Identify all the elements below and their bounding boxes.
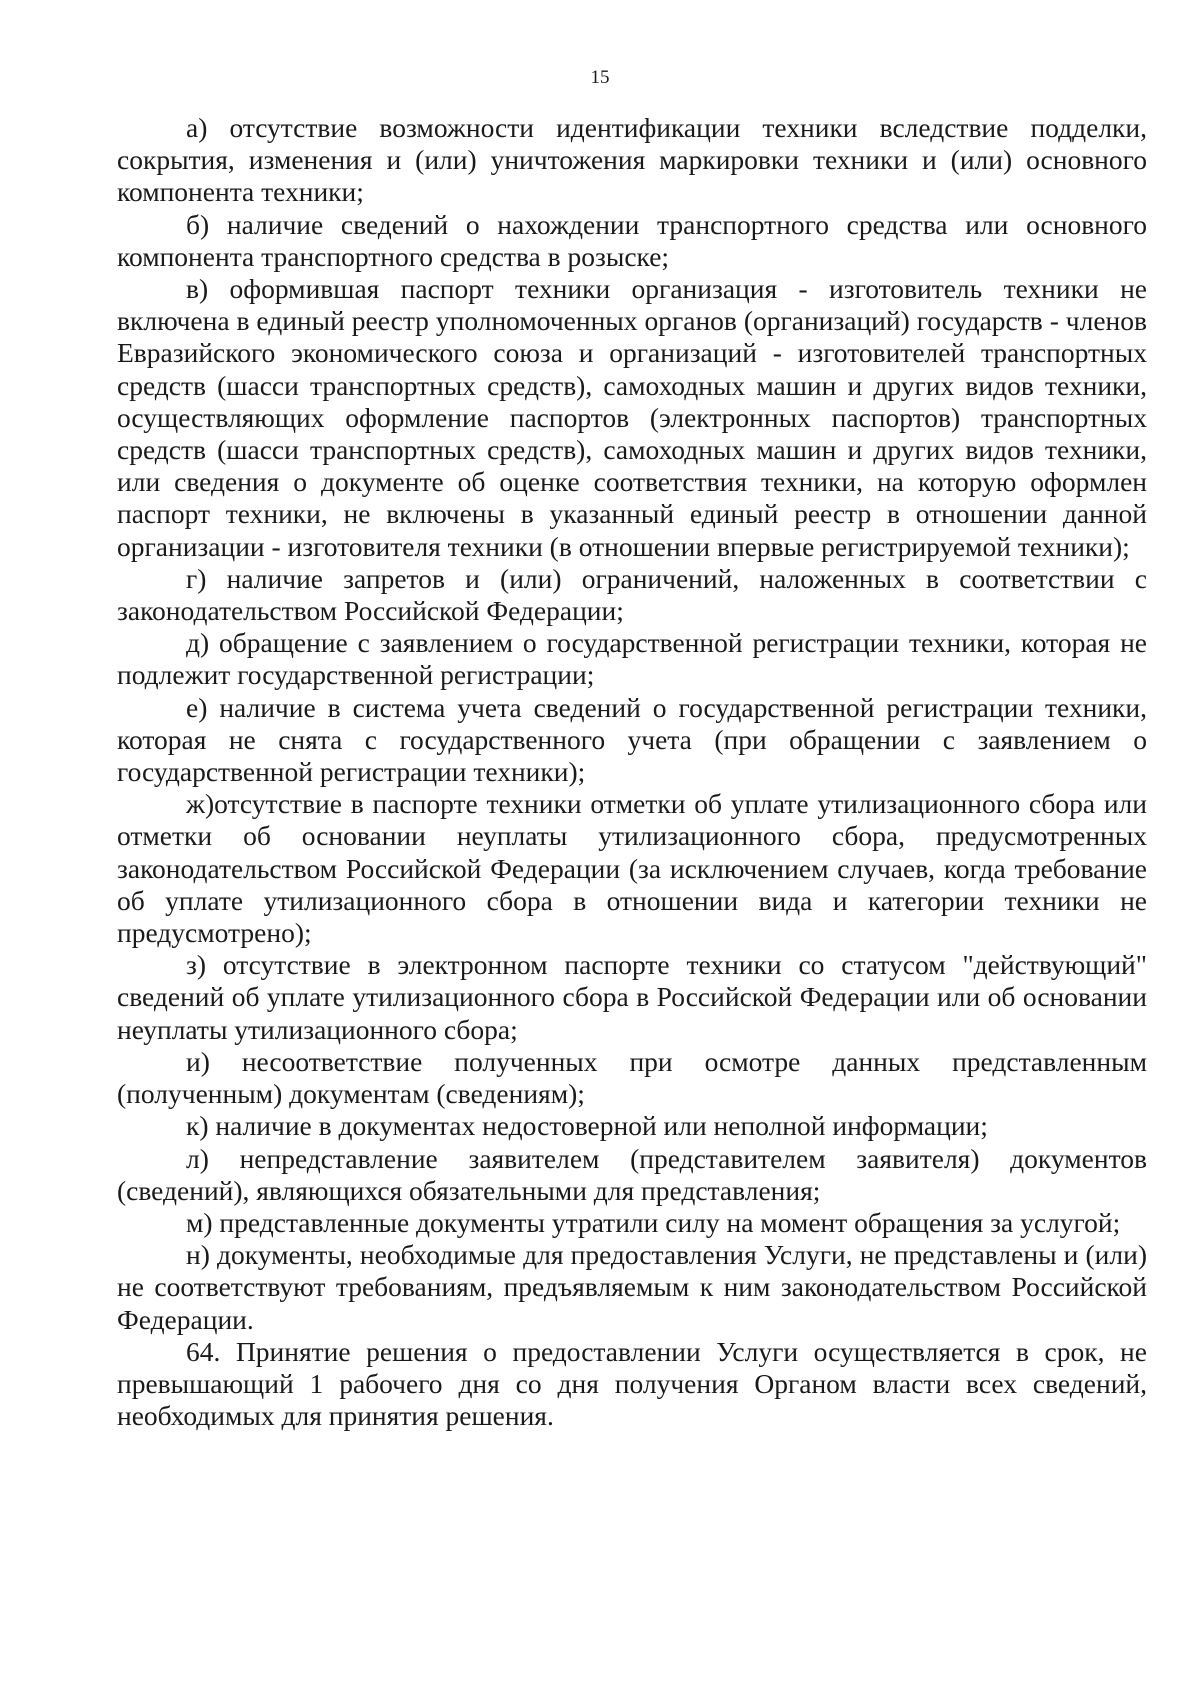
paragraph-l: л) непредставление заявителем (представителем заявителя) документов (сведений), являющихся обязательными для представления; bbox=[117, 1142, 1147, 1206]
paragraph-b: б) наличие сведений о нахождении транспортного средства или основного компонента транспортного средства в розыске; bbox=[117, 208, 1147, 272]
paragraph-e: е) наличие в система учета сведений о государственной регистрации техники, которая не снята с государственного учета (при обращении с заявлением о государственной регистрации техники); bbox=[117, 691, 1147, 788]
paragraph-i: и) несоответствие полученных при осмотре данных представленным (полученным) документам (сведениям); bbox=[117, 1045, 1147, 1110]
document-body bbox=[117, 112, 1147, 1432]
paragraph-z: з) отсутствие в электронном паспорте техники со статусом "действующий" сведений об уплате утилизационного сбора в Российской Федерации или об основании неуплаты утилизационного сбора; bbox=[117, 949, 1147, 1045]
paragraph-g: г) наличие запретов и (или) ограничений, наложенных в соответствии с законодательством Российской Федерации; bbox=[117, 562, 1147, 627]
page-number: 15 bbox=[590, 67, 610, 88]
paragraph-m: м) представленные документы утратили силу на момент обращения за услугой; bbox=[186, 1206, 1121, 1238]
paragraph-n: н) документы, необходимые для предоставления Услуги, не представлены и (или) не соответствуют требованиям, предъявляемым к ним законодательством Российской Федерации. bbox=[117, 1239, 1147, 1335]
paragraph-v: в) оформившая паспорт техники организация - изготовитель техники не включена в единый реестр уполномоченных органов (организаций) государств - членов Евразийского экономического союза и организаций - изготовителей транспортных средств (шасси транспортных средств), самоходных машин и других видов техники, осуществляющих оформление паспортов (электронных паспортов) транспортных средств (шасси транспортных средств), самоходных машин и других видов техники, или сведения о документе об оценке соответствия техники, на которую оформлен паспорт техники, не включены в указанный единый реестр в отношении данной организации - изготовителя техники (в отношении впервые регистрируемой техники); bbox=[117, 273, 1147, 562]
paragraph-a: а) отсутствие возможности идентификации техники вследствие подделки, сокрытия, изменения и (или) уничтожения маркировки техники и (или) основного компонента техники; bbox=[117, 112, 1147, 208]
paragraph-d: д) обращение с заявлением о государственной регистрации техники, которая не подлежит государственной регистрации; bbox=[117, 627, 1147, 691]
paragraph-zh: ж)отсутствие в паспорте техники отметки об уплате утилизационного сбора или отметки об основании неуплаты утилизационного сбора, предусмотренных законодательством Российской Федерации (за исключением случаев, когда требование об уплате утилизационного сбора в отношении вида и категории техники не предусмотрено); bbox=[117, 788, 1147, 949]
paragraph-k: к) наличие в документах недостоверной или неполной информации; bbox=[186, 1110, 988, 1142]
paragraph-64: 64. Принятие решения о предоставлении Услуги осуществляется в срок, не превышающий 1 рабочего дня со дня получения Органом власти всех сведений, необходимых для принятия решения. bbox=[117, 1335, 1147, 1432]
